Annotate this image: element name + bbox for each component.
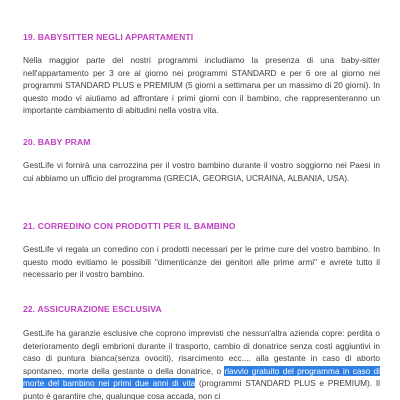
section-heading: 19. BABYSITTER NEGLI APPARTAMENTI: [23, 32, 194, 42]
section-body: [23, 327, 380, 400]
section-body: GestLife vi fornirà una carrozzina per il vostro bambino durante il vostro soggiorno nei Paesi in cui abbiamo un ufficio del programma (GRECIA, GEORGIA, UCRAINA, ALBANIA, USA).: [23, 160, 380, 183]
section-heading: 21. CORREDINO CON PRODOTTI PER IL BAMBINO: [23, 221, 236, 231]
section-heading: 20. BABY PRAM: [23, 137, 91, 147]
body-text-after-selection: (programmi STANDARD PLUS e PREMIUM). Il punto è garantire che, qualunque cosa accada, non ci: [23, 378, 380, 400]
section-heading: 22. ASSICURAZIONE ESCLUSIVA: [23, 304, 162, 314]
section-body: GestLife vi regala un corredino con i prodotti necessari per le prime cure del vostro bambino. In questo modo evitiamo le possibili "dimenticanze dei genitori alle prime armi" e avrete tutto il necessario per il vostro bambino.: [23, 244, 380, 279]
section-baby-pram: [23, 136, 380, 184]
section-corredino: [23, 220, 380, 281]
selected-text-highlight[interactable]: rlavvio gratuito del programma in caso di morte del bambino nei primi due anni di vita: [23, 365, 381, 388]
body-text-before-selection: GestLife ha garanzie esclusive che coprono imprevisti che nessun'altra azienda copre: perdita o deterioramento degli embrioni durante il trasporto, cambio di donatrice senza costi aggiuntivi in caso di puntura bianca(senza ovociti), risarcimento ecc.... alla gestante in caso di aborto spontaneo, morte della gestante o della donatrice, o: [23, 328, 380, 376]
section-babysitter: [23, 31, 380, 117]
section-assicurazione: [23, 303, 380, 400]
section-body: Nella maggior parte dei nostri programmi includiamo la presenza di una baby-sitter nell'appartamento per 3 ore al giorno nei programmi STANDARD e per 6 ore al giorno nei programmi STANDARD PLUS e PREMIUM (5 giorni a settimana per un massimo di 20 giorni). In questo modo vi aiutiamo ad affrontare i primi giorni con il bambino, che rappresenteranno un importante cambiamento di abitudini nella vostra vita.: [23, 55, 380, 115]
